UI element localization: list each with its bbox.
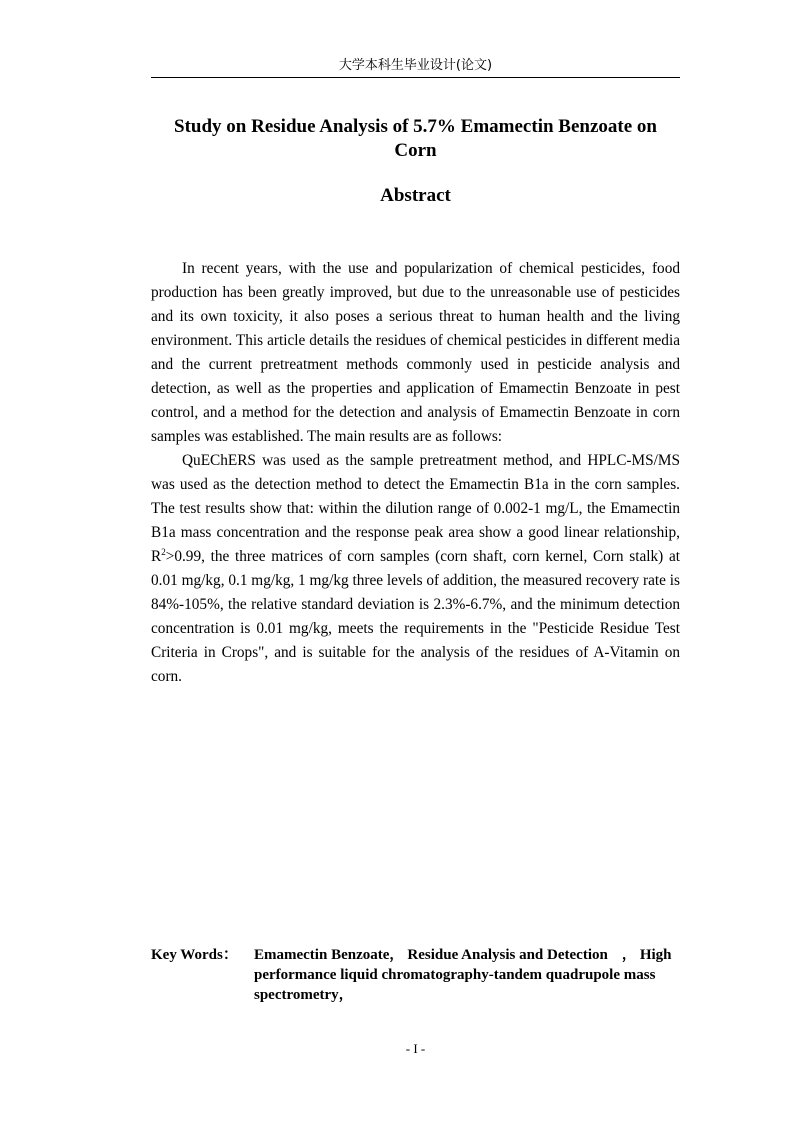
keyword-separator: ， <box>389 947 404 963</box>
keyword-item: Residue Analysis and Detection <box>407 947 608 963</box>
keyword-separator: ， <box>621 947 636 963</box>
abstract-paragraph-1: In recent years, with the use and popularization of chemical pesticides, food production has been greatly improved, but due to the unreasonable use of pesticides and its own toxicity, it also poses a serious threat to human health and the living environment. This article details the residues of chemical pesticides in different media and the current pretreatment methods commonly used in pesticide analysis and detection, as well as the properties and application of Emamectin Benzoate in pest control, and a method for the detection and analysis of Emamectin Benzoate in corn samples was established. The main results are as follows: <box>151 260 680 445</box>
abstract-body <box>151 257 680 689</box>
header-rule <box>151 77 680 78</box>
keyword-separator: ， <box>338 987 353 1003</box>
keywords-list <box>254 945 696 1005</box>
r-squared-superscript: 2 <box>161 547 166 557</box>
keyword-item: High performance liquid chromatography-tandem quadrupole mass spectrometry <box>254 947 672 1003</box>
keywords-label: Key Words： <box>151 947 238 963</box>
paragraph-2-text-after: >0.99, the three matrices of corn samples (corn shaft, corn kernel, Corn stalk) at 0.01 mg/kg, 0.1 mg/kg, 1 mg/kg three levels of addition, the measured recovery rate is 84%-105%, the relative standard deviation is 2.3%-6.7%, and the minimum detection concentration is 0.01 mg/kg, meets the requirements in the "Pesticide Residue Test Criteria in Crops", and is suitable for the analysis of the residues of A-Vitamin on corn. <box>151 548 680 685</box>
keyword-item: Emamectin Benzoate <box>254 947 390 963</box>
paragraph-2-text-before: QuEChERS was used as the sample pretreatment method, and HPLC-MS/MS was used as the detection method to detect the Emamectin B1a in the corn samples. The test results show that: within the dilution range of 0.002-1 mg/L, the Emamectin B1a mass concentration and the response peak area show a good linear relationship, R <box>151 452 680 565</box>
abstract-heading: Abstract <box>380 185 451 206</box>
running-header: 大学本科生毕业设计(论文) <box>338 58 493 73</box>
page-number: - I - <box>405 1041 426 1056</box>
abstract-paragraph-2 <box>151 449 680 689</box>
thesis-title: Study on Residue Analysis of 5.7% Emamectin Benzoate on Corn <box>174 116 657 161</box>
